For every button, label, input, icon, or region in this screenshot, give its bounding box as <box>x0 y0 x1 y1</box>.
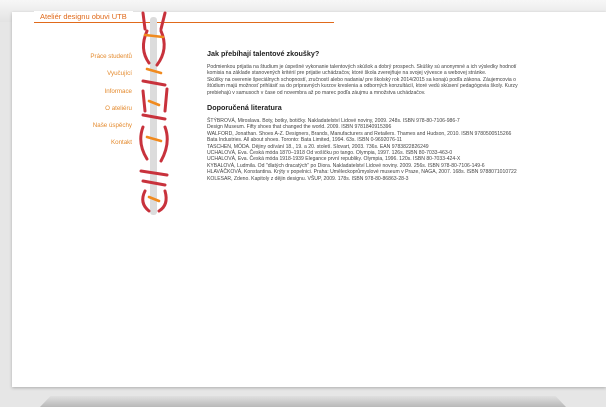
art-stroke <box>143 115 165 119</box>
art-stroke <box>143 81 165 85</box>
literature-item: KYBALOVÁ, Ludmila. Od "dlatých dracatých" po Diora. Nakladatelství Lidové noviny. 2009. 256s. ISBN 978-80-7106-149-6 <box>207 162 485 169</box>
art-stroke <box>161 13 165 29</box>
art-stroke <box>143 181 165 185</box>
brand-underline <box>34 22 334 23</box>
literature-list <box>207 118 523 182</box>
nav-item-achievements[interactable]: Naše úspěchy <box>92 122 132 130</box>
nav-item-contact[interactable]: Kontakt <box>111 139 132 147</box>
admission-paragraph: Skúšky na overenie špeciálnych schopností, zručností alebo nadania/ pre školský rok 2014/2015 sa konajú podľa zákona. Záujemcovia o štúdium majú možnosť prihlásiť sa do prípravných kurzov kreslenia a odborných konzultácií, ktoré vedú skúsení pedagógovia školy. Kurzy prebiehajú v samusoch v čase od novembra až po marec podľa záujmu a množstva uchádzačov. <box>207 76 518 96</box>
site-brand-link[interactable]: Ateliér designu obuvi UTB <box>34 11 133 23</box>
literature-item: KOLESAR, Zdeno. Kapitoly z dějin designu. VŠUP, 2009. 178s. ISBN 978-80-86863-28-3 <box>207 175 409 182</box>
art-stroke <box>143 13 145 29</box>
literature-item: Bata Industries. All about shoes. Toronto: Bata Limited, 1994. 63s. ISBN 0-9692076-11 <box>207 137 402 144</box>
art-stroke <box>143 191 149 211</box>
art-stroke <box>165 89 167 111</box>
literature-item: UCHALOVÁ, Eva. Česká móda 1918-1939 Elegance první republiky. Olympia, 1996. 120s. ISBN 80-7033-424-X <box>207 156 461 163</box>
literature-item: UCHALOVÁ, Eva. Česká móda 1870–1918 Od vošíčku po tango. Olympia, 1997. 126s. ISBN 80-7033-463-0 <box>207 150 453 157</box>
literature-heading: Doporučená literatura <box>207 103 282 113</box>
literature-item: TASCHEN, MÓDA. Dějiny odívání 18., 19. a 20. století. Slovart, 2003. 736s. EAN 9783822826249 <box>207 143 429 150</box>
art-stroke-orange <box>145 35 163 37</box>
footer-bar <box>40 396 566 407</box>
art-stroke <box>143 91 145 111</box>
literature-item: ŠTÝBROVÁ, Miroslava. Boty, botky, botičky. Nakladatelství Lidové noviny, 2009. 248s. ISBN 978-80-7106-986-7 <box>207 118 460 125</box>
art-stroke <box>141 171 167 175</box>
literature-item: Design Museum. Fifty shoes that changed the world. 2009. ISBN 9781840915396 <box>207 124 392 131</box>
nav-item-information[interactable]: Informace <box>104 87 132 95</box>
literature-item: WALFORD, Jonathan. Shoes A-Z. Designers, Brands, Manufacturers and Retailers. Thames and Hudson, 2010. ISBN 9780500515266 <box>207 130 512 137</box>
decorative-shoelace-art <box>135 11 173 216</box>
main-content <box>207 49 523 182</box>
admission-heading: Jak přebíhají talentové zkoušky? <box>207 49 320 58</box>
art-stroke <box>161 127 167 161</box>
literature-item: HLAVÁČKOVÁ, Konstantina. Krýty v popelnici. Praha: Uměleckoprůmyslové museum v Praze, NAGA, 2007. 168s. ISBN 9788071010722 <box>207 169 517 176</box>
admission-paragraph: Podmienkou prijatia na študium je úspešné vykonanie talentových skúšok a dobrý prospech. Skúšky sú anonymné a ich výsledky hodnotí komisia na základe stanovených kritérií pre prijatie uchádzačov, ktoré škola zverejňuje na svojej vývesce a webovej stránke. <box>207 64 517 77</box>
nav-item-student-work[interactable]: Práce studentů <box>90 53 132 60</box>
art-stroke <box>141 127 147 159</box>
sidebar-nav <box>40 48 132 152</box>
nav-item-about[interactable]: O ateliéru <box>105 104 132 112</box>
nav-item-teachers[interactable]: Vyučující <box>107 70 132 78</box>
